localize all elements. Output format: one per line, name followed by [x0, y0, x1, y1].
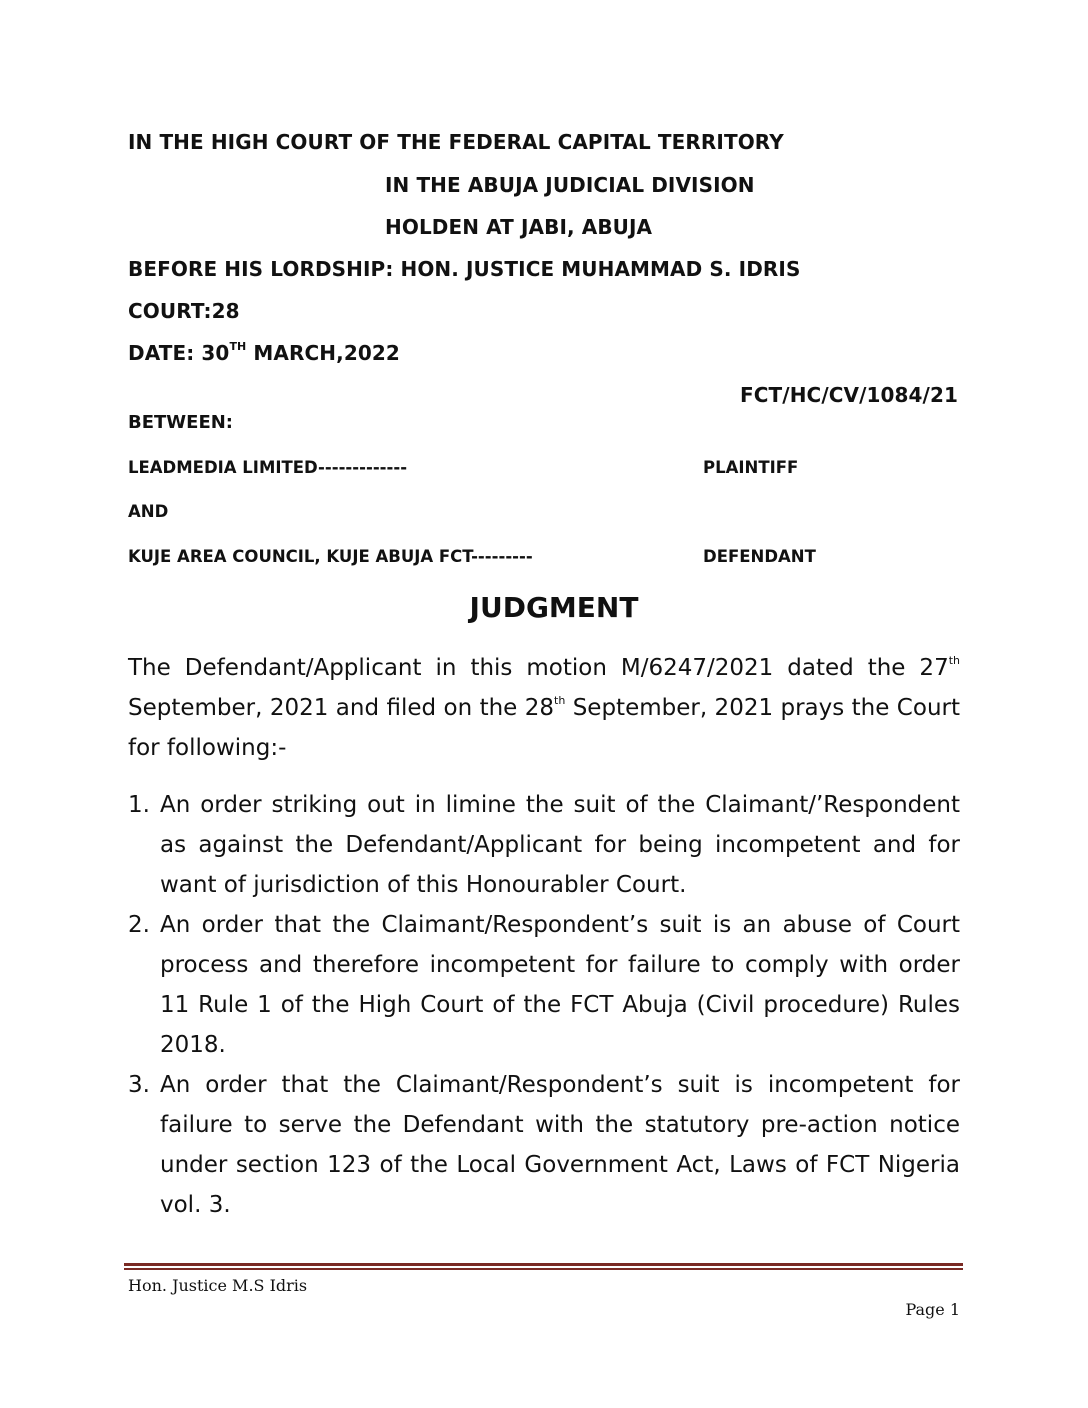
prayer-item: [128, 785, 960, 905]
date-superscript: TH: [229, 340, 247, 354]
prayer-text: An order that the Claimant/Respondent’s suit is an abuse of Court process and therefore incompetent for failure to comply with order 11 Rule 1 of the High Court of the FCT Abuja (Civil procedure) Rules 2018.: [160, 912, 960, 1058]
judgment-title: JUDGMENT: [469, 591, 639, 624]
intro-superscript-2: th: [554, 694, 566, 708]
intro-text-2: September, 2021 and filed on the 28: [128, 655, 975, 721]
intro-text-1: The Defendant/Applicant in this motion M/6247/2021 dated the 27: [128, 655, 949, 681]
prayer-text: An order that the Claimant/Respondent’s suit is incompetent for failure to serve the Defendant with the statutory pre-action notice under section 123 of the Local Government Act, Laws of FCT Nigeria vol. 3.: [160, 1072, 960, 1218]
intro-superscript-1: th: [948, 654, 960, 668]
holden-line: HOLDEN AT JABI, ABUJA: [385, 215, 653, 239]
intro-paragraph: [128, 648, 975, 768]
footer-rule-thick: [124, 1263, 963, 1266]
prayer-number: 2.: [128, 912, 150, 938]
plaintiff-name: LEADMEDIA LIMITED-------------: [128, 458, 408, 477]
division-line: IN THE ABUJA JUDICIAL DIVISION: [385, 173, 755, 197]
suit-number: FCT/HC/CV/1084/21: [740, 383, 958, 407]
hearing-date: [128, 341, 400, 365]
prayers-list: [128, 785, 960, 1225]
prayer-item: [128, 905, 960, 1065]
and-label: AND: [128, 502, 169, 521]
plaintiff-role: PLAINTIFF: [703, 458, 799, 477]
date-suffix: MARCH,2022: [246, 341, 400, 365]
court-number: COURT:28: [128, 299, 240, 323]
intro-text-3: September, 2021 prays the Court for following:-: [128, 695, 960, 761]
prayer-number: 1.: [128, 792, 150, 818]
between-label: BETWEEN:: [128, 412, 234, 433]
before-line: BEFORE HIS LORDSHIP: HON. JUSTICE MUHAMMAD S. IDRIS: [128, 257, 801, 281]
prayer-item: [128, 1065, 960, 1225]
court-line: IN THE HIGH COURT OF THE FEDERAL CAPITAL TERRITORY: [128, 130, 784, 154]
page-number: Page 1: [905, 1300, 960, 1319]
date-prefix: DATE: 30: [128, 341, 230, 365]
prayer-number: 3.: [128, 1072, 150, 1098]
prayer-text: An order striking out in limine the suit of the Claimant/’Respondent as against the Defendant/Applicant for being incompetent and for want of jurisdiction of this Honourabler Court.: [160, 792, 960, 898]
footer-author: Hon. Justice M.S Idris: [128, 1276, 308, 1295]
defendant-name: KUJE AREA COUNCIL, KUJE ABUJA FCT---------: [128, 547, 533, 566]
defendant-role: DEFENDANT: [703, 547, 816, 566]
footer-rule-thin: [124, 1268, 963, 1270]
